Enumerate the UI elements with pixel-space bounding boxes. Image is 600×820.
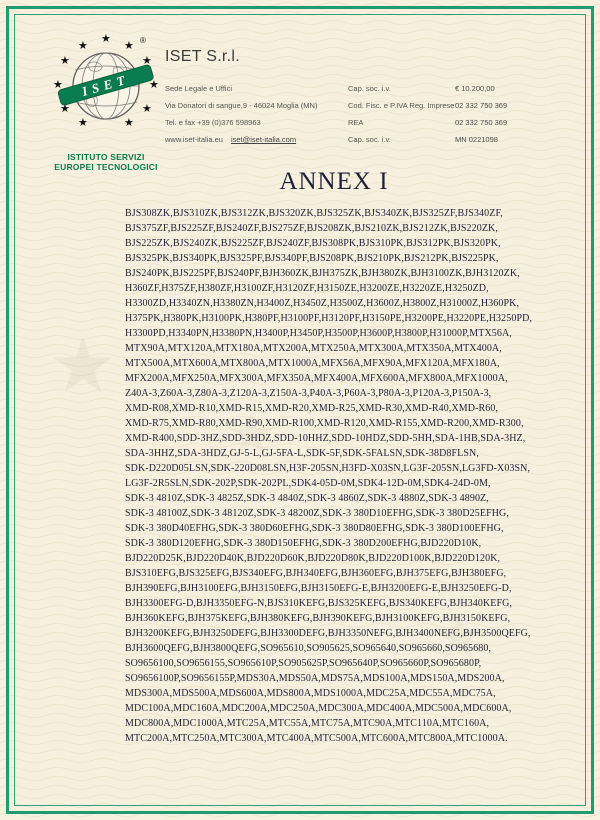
code-line: BJH3600QEFG,BJH3800QEFG,SO965610,SO905625,SO965640,SO965660,SO965680,	[125, 643, 492, 654]
registry-label: Cap. soc. i.v.	[348, 135, 391, 144]
code-line: XMD-R08,XMD-R10,XMD-R15,XMD-R20,XMD-R25,XMD-R30,XMD-R40,XMD-R60,	[125, 403, 499, 414]
code-line: SDK-3 48100Z,SDK-3 48120Z,SDK-3 48200Z,SDK-3 380D10EFHG,SDK-3 380D25EFHG,	[125, 508, 509, 519]
registry-value: € 10.200,00	[455, 84, 495, 93]
code-line: SDK-3 380D120EFHG,SDK-3 380D150EFHG,SDK-3 380D200EFHG,BJD220D10K,	[125, 538, 482, 549]
registry-row	[348, 97, 545, 114]
code-line: BJS308ZK,BJS310ZK,BJS312ZK,BJS320ZK,BJS325ZK,BJS340ZK,BJS325ZF,BJS340ZF,	[125, 208, 503, 219]
code-line: SDA-3HHZ,SDA-3HDZ,GJ-5-L,GJ-5FA-L,SDK-5F,SDK-5FALSN,SDK-38D8FLSN,	[125, 448, 479, 459]
code-line: MDC100A,MDC160A,MDC200A,MDC250A,MDC300A,MDC400A,MDC500A,MDC600A,	[125, 703, 512, 714]
svg-text:ISET: ISET	[80, 71, 132, 99]
email-link[interactable]: iset@iset-italia.com	[230, 135, 297, 144]
registry-value: 02 332 750 369	[455, 118, 508, 127]
star-icon: ★	[60, 55, 70, 67]
code-line: XMD-R400,SDD-3HZ,SDD-3HDZ,SDD-10HHZ,SDD-10HDZ,SDD-5HH,SDA-1HB,SDA-3HZ,	[125, 433, 526, 444]
code-line: XMD-R75,XMD-R80,XMD-R90,XMD-R100,XMD-R120,XMD-R155,XMD-R200,XMD-R300,	[125, 418, 524, 429]
code-line: SDK-D220D05LSN,SDK-220D08LSN,H3F-205SN,H3FD-X03SN,LG3F-205SN,LG3FD-X03SN,	[125, 463, 531, 474]
contact-office-line: Sede Legale e Uffici	[165, 84, 232, 93]
code-line: BJS375ZF,BJS225ZF,BJS240ZF,BJS275ZF,BJS208ZK,BJS210ZK,BJS212ZK,BJS220ZK,	[125, 223, 498, 234]
globe-logo-icon	[28, 34, 184, 152]
company-registry-block	[348, 80, 545, 148]
iset-logo	[28, 34, 184, 152]
code-line: BJS310EFG,BJS325EFG,BJS340EFG,BJH340EFG,BJH360EFG,BJH375EFG,BJH380EFG,	[125, 568, 507, 579]
contact-web-line	[165, 131, 317, 148]
code-line: BJS325PK,BJS340PK,BJS325PF,BJS340PF,BJS208PK,BJS210PK,BJS212PK,BJS225PK,	[125, 253, 499, 264]
code-line: H375PK,H380PK,H3100PK,H380PF,H3100PF,H3120PF,H3150PE,H3200PE,H3220PE,H3250PD,	[125, 313, 533, 324]
registry-row	[348, 131, 545, 148]
code-line: BJH360KEFG,BJH375KEFG,BJH380KEFG,BJH390KEFG,BJH3100KEFG,BJH3150KEFG,	[125, 613, 511, 624]
code-line: Z40A-3,Z60A-3,Z80A-3,Z120A-3,Z150A-3,P40A-3,P60A-3,P80A-3,P120A-3,P150A-3,	[125, 388, 492, 399]
star-icon: ★	[124, 40, 134, 52]
company-name: ISET S.r.l.	[165, 48, 241, 65]
star-icon: ★	[60, 103, 70, 115]
code-line: MTC200A,MTC250A,MTC300A,MTC400A,MTC500A,MTC600A,MTC800A,MTC1000A.	[125, 733, 508, 744]
page-title: ANNEX I	[279, 168, 389, 195]
contact-phone-line: Tel. e fax +39 (0)376 598963	[165, 118, 261, 127]
star-icon: ★	[142, 103, 152, 115]
code-line: LG3F-2R5SLN,SDK-202P,SDK-202PL,SDK4-05D-0M,SDK4-12D-0M,SDK4-24D-0M,	[125, 478, 491, 489]
annex-document	[125, 168, 543, 744]
code-line: SDK-3 4810Z,SDK-3 4825Z,SDK-3 4840Z,SDK-3 4860Z,SDK-3 4880Z,SDK-3 4890Z,	[125, 493, 489, 504]
code-line: H3300ZD,H3340ZN,H3380ZN,H3400Z,H3450Z,H3500Z,H3600Z,H3800Z,H31000Z,H360PK,	[125, 298, 520, 309]
code-line: BJS240PK,BJS225PF,BJS240PF,BJH360ZK,BJH375ZK,BJH380ZK,BJH3100ZK,BJH3120ZK,	[125, 268, 520, 279]
registry-row	[348, 80, 545, 97]
registered-trademark-mark: ®	[140, 36, 146, 45]
code-line: BJS225ZK,BJS240ZK,BJS225ZF,BJS240ZF,BJS308PK,BJS310PK,BJS312PK,BJS320PK,	[125, 238, 501, 249]
code-line: BJH3300EFG-D,BJH3350EFG-N,BJS310KEFG,BJS325KEFG,BJS340KEFG,BJH340KEFG,	[125, 598, 513, 609]
registry-label: REA	[348, 118, 364, 127]
code-line: SO9656100,SO9656155,SO965610P,SO905625P,SO965640P,SO965660P,SO965680P,	[125, 658, 482, 669]
registry-value: 02 332 750 369	[455, 101, 508, 110]
registry-label: Cap. soc. i.v.	[348, 84, 391, 93]
code-line: MTX90A,MTX120A,MTX180A,MTX200A,MTX250A,MTX300A,MTX350A,MTX400A,	[125, 343, 502, 354]
star-icon: ★	[53, 79, 63, 91]
code-line: H360ZF,H375ZF,H380ZF,H3100ZF,H3120ZF,H3150ZE,H3200ZE,H3220ZE,H3250ZD,	[125, 283, 489, 294]
code-line: MDC800A,MDC1000A,MTC25A,MTC55A,MTC75A,MTC90A,MTC110A,MTC160A,	[125, 718, 490, 729]
code-line: MTX500A,MTX600A,MTX800A,MTX1000A,MFX56A,MFX90A,MFX120A,MFX180A,	[125, 358, 500, 369]
star-icon: ★	[149, 79, 159, 91]
contact-block	[165, 80, 317, 148]
organization-name-line1: ISTITUTO SERVIZI	[67, 152, 145, 162]
code-line: SDK-3 380D40EFHG,SDK-3 380D60EFHG,SDK-3 380D80EFHG,SDK-3 380D100EFHG,	[125, 523, 504, 534]
registry-row	[348, 114, 545, 131]
model-code-list	[125, 206, 543, 746]
registry-label: Cod. Fisc. e P.IVA Reg. Imprese	[348, 101, 455, 110]
code-line: MDS300A,MDS500A,MDS600A,MDS800A,MDS1000A,MDC25A,MDC55A,MDC75A,	[125, 688, 496, 699]
star-icon: ★	[124, 117, 134, 129]
registry-value: MN 0221098	[455, 135, 498, 144]
code-line: H3300PD,H3340PN,H3380PN,H3400P,H3450P,H3500P,H3600P,H3800P,H31000P,MTX56A,	[125, 328, 512, 339]
code-line: BJH390EFG,BJH3100EFG,BJH3150EFG,BJH3150EFG-E,BJH3200EFG-E,BJH3250EFG-D,	[125, 583, 512, 594]
organization-name-line2: EUROPEI TECNOLOGICI	[54, 162, 158, 172]
code-line: SO9656100P,SO9656155P,MDS30A,MDS50A,MDS75A,MDS100A,MDS150A,MDS200A,	[125, 673, 505, 684]
star-icon: ★	[78, 117, 88, 129]
star-icon: ★	[78, 40, 88, 52]
code-line: BJD220D25K,BJD220D40K,BJD220D60K,BJD220D80K,BJD220D100K,BJD220D120K,	[125, 553, 501, 564]
code-line: BJH3200KEFG,BJH3250DEFG,BJH3300DEFG,BJH3350NEFG,BJH3400NEFG,BJH3500QEFG,	[125, 628, 531, 639]
star-icon: ★	[101, 33, 111, 45]
star-icon: ★	[142, 55, 152, 67]
code-line: MFX200A,MFX250A,MFX300A,MFX350A,MFX400A,MFX600A,MFX800A,MFX1000A,	[125, 373, 508, 384]
contact-address-line: Via Donatori di sangue,9 - 46024 Moglia (MN)	[165, 101, 318, 110]
website-text: www.iset-italia.eu	[165, 135, 223, 144]
